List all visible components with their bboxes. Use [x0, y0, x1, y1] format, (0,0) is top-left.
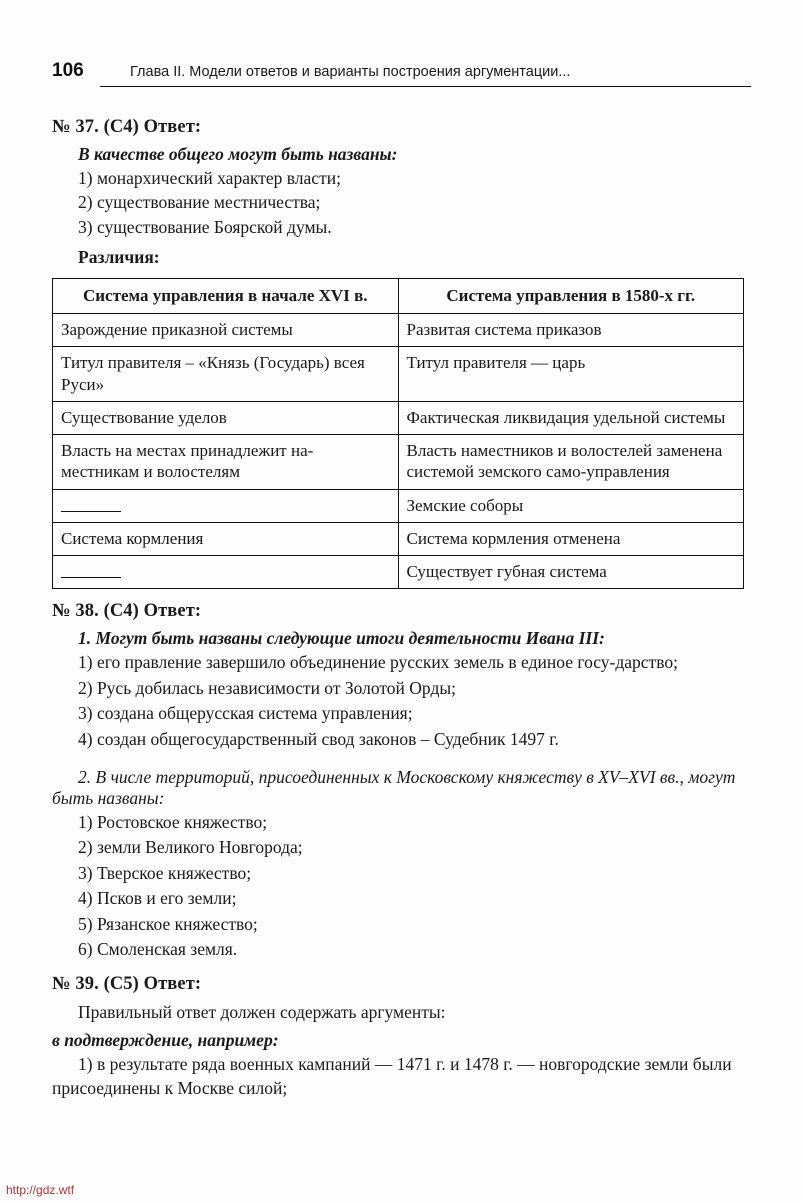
table-header-col-1: Система управления в начале XVI в. — [53, 278, 399, 313]
table-cell-left-dash — [53, 556, 399, 589]
q38-item-4: 4) создан общегосударственный свод законов – Судебник 1497 г. — [78, 728, 559, 749]
q38-item-1: 1) его правление завершило объединение русских земель в единое госу-дарство; — [78, 652, 678, 673]
q38-lead-2: 2. В числе территорий, присоединенных к Московскому княжеству в XV–XVI вв., могут быть названы: — [52, 767, 736, 809]
q39-lead: в подтверждение, например: — [52, 1030, 279, 1051]
q38-item-2: 2) Русь добилась независимости от Золотой Орды; — [78, 677, 456, 698]
source-watermark: http://gdz.wtf — [6, 1183, 75, 1197]
q38-territory-1: 1) Ростовское княжество; — [78, 812, 268, 833]
q37-differences-lead: Различия: — [78, 246, 160, 267]
table-row — [53, 435, 744, 490]
table-cell-left: Система кормления — [53, 522, 399, 555]
q38-territory-5: 5) Рязанское княжество; — [78, 913, 258, 934]
table-cell-right: Земские соборы — [398, 489, 744, 522]
q38-territory-2: 2) земли Великого Новгорода; — [78, 837, 303, 858]
running-title: Глава II. Модели ответов и варианты построения аргументации... — [130, 64, 571, 80]
table-cell-right: Титул правителя — царь — [398, 347, 744, 402]
question-37-heading: № 37. (С4) Ответ: — [52, 117, 202, 137]
table-row — [53, 401, 744, 434]
q37-common-lead: В качестве общего могут быть названы: — [78, 144, 398, 164]
page-number: 106 — [52, 60, 84, 81]
table-cell-right: Развитая система приказов — [398, 314, 744, 347]
q39-intro: Правильный ответ должен содержать аргументы: — [78, 1001, 446, 1022]
header-divider — [100, 86, 751, 87]
q39-item-1: 1) в результате ряда военных кампаний — 1471 г. и 1478 г. — новгородские земли были присоединены к Москве силой; — [52, 1054, 732, 1098]
table-row — [53, 489, 744, 522]
em-dash-rule — [61, 502, 121, 512]
question-38-heading: № 38. (С4) Ответ: — [52, 601, 202, 622]
q38-territory-4: 4) Псков и его земли; — [78, 888, 237, 909]
table-cell-right: Фактическая ликвидация удельной системы — [398, 401, 744, 434]
table-cell-left-dash — [53, 489, 399, 522]
page-header — [52, 60, 751, 82]
question-39-heading: № 39. (С5) Ответ: — [52, 973, 202, 994]
q38-territory-3: 3) Тверское княжество; — [78, 862, 252, 883]
table-row — [53, 347, 744, 402]
q38-territory-6: 6) Смоленская земля. — [78, 939, 238, 960]
table-row — [53, 556, 744, 589]
em-dash-rule — [61, 568, 121, 578]
q38-item-3: 3) создана общерусская система управления; — [78, 703, 413, 724]
table-header-col-2: Система управления в 1580-х гг. — [398, 278, 744, 313]
table-row — [53, 522, 744, 555]
table-cell-right: Власть наместников и волостелей заменена системой земского само-управления — [398, 435, 744, 490]
page-content — [52, 105, 752, 1102]
table-cell-right: Система кормления отменена — [398, 522, 744, 555]
table-cell-left: Существование уделов — [53, 401, 399, 434]
comparison-table — [52, 278, 744, 590]
table-cell-left: Зарождение приказной системы — [53, 314, 399, 347]
q37-common-item-2: 2) существование местничества; — [78, 192, 321, 213]
table-cell-left: Власть на местах принадлежит на-местникам и волостелям — [53, 435, 399, 490]
q38-lead-1: 1. Могут быть названы следующие итоги деятельности Ивана III: — [78, 628, 605, 649]
table-cell-left: Титул правителя – «Князь (Государь) всея Руси» — [53, 347, 399, 402]
q37-common-item-1: 1) монархический характер власти; — [78, 168, 341, 188]
table-cell-right: Существует губная система — [398, 556, 744, 589]
table-row — [53, 314, 744, 347]
table-header-row — [53, 278, 744, 313]
q37-common-item-3: 3) существование Боярской думы. — [78, 216, 332, 237]
